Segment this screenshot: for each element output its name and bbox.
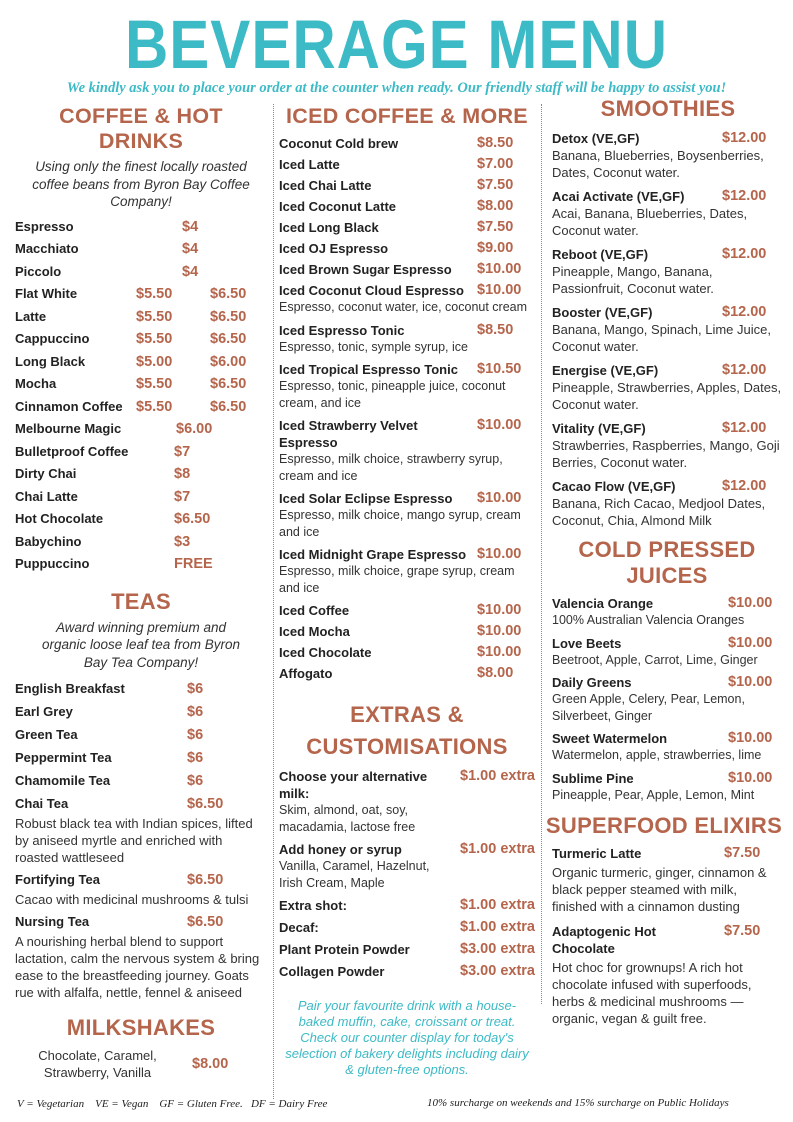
item-name: Earl Grey xyxy=(15,704,73,719)
item-price: $10.00 xyxy=(477,623,522,639)
menu-item xyxy=(279,282,535,316)
item-description: Acai, Banana, Blueberries, Dates, Coconut water. xyxy=(552,206,748,238)
item-row xyxy=(279,282,535,299)
teas-list xyxy=(15,681,267,1001)
item-row xyxy=(552,730,784,747)
item-row xyxy=(15,750,267,770)
item-row xyxy=(552,674,784,691)
item-name: Reboot (VE,GF) xyxy=(552,247,649,262)
item-name: Piccolo xyxy=(15,263,62,279)
item-row xyxy=(279,963,535,980)
item-name: Extra shot: xyxy=(279,898,347,913)
item-row xyxy=(279,665,535,682)
item-row xyxy=(279,198,535,215)
item-description: Pineapple, Pear, Apple, Lemon, Mint xyxy=(552,787,755,802)
item-name: Cinnamon Coffee xyxy=(15,398,123,414)
menu-item xyxy=(15,354,267,377)
item-name: Puppuccino xyxy=(15,556,90,571)
item-row xyxy=(279,177,535,194)
menu-item xyxy=(15,421,267,444)
milkshakes-row xyxy=(15,1047,267,1081)
item-name: Daily Greens xyxy=(552,675,632,690)
menu-item xyxy=(15,796,267,866)
item-price: $1.00 extra xyxy=(460,768,535,784)
item-row xyxy=(552,130,784,147)
menu-item xyxy=(279,644,535,661)
item-price: $10.50 xyxy=(477,361,522,377)
item-price: $10.00 xyxy=(728,730,773,746)
item-name: Iced Chai Latte xyxy=(279,178,372,193)
menu-item xyxy=(279,768,535,835)
menu-item xyxy=(279,322,535,356)
menu-item xyxy=(552,304,784,355)
item-row xyxy=(279,322,535,339)
item-row xyxy=(552,770,784,787)
item-name: Melbourne Magic xyxy=(15,421,122,436)
item-price: $1.00 extra xyxy=(460,841,535,857)
item-row xyxy=(15,773,267,793)
item-row xyxy=(279,240,535,257)
item-name: Iced Brown Sugar Espresso xyxy=(279,262,452,277)
item-row xyxy=(279,919,535,936)
item-name: Iced Coconut Cloud Espresso xyxy=(279,283,464,298)
elixirs-list xyxy=(552,845,784,1027)
menu-item xyxy=(15,444,267,467)
extras-heading-1: EXTRAS & xyxy=(350,702,464,727)
menu-item xyxy=(279,490,535,540)
item-price: $6.00 xyxy=(176,421,213,437)
menu-item xyxy=(15,219,267,242)
item-name: Iced Latte xyxy=(279,157,340,172)
item-name: Iced Espresso Tonic xyxy=(279,322,405,338)
menu-item xyxy=(279,261,535,278)
item-description: Espresso, milk choice, mango syrup, cream and ice xyxy=(279,508,521,539)
menu-item xyxy=(552,246,784,297)
item-name: Chamomile Tea xyxy=(15,773,111,788)
menu-item xyxy=(279,135,535,152)
item-price-large: $6.50 xyxy=(210,286,247,302)
item-price: $10.00 xyxy=(728,634,773,651)
item-price: $4 xyxy=(182,218,199,235)
coffee-list xyxy=(15,219,267,579)
item-row xyxy=(552,845,784,862)
smoothies-heading: SMOOTHIES xyxy=(600,96,736,121)
menu-item xyxy=(279,963,535,980)
menu-title: BEVERAGE MENU xyxy=(124,5,669,83)
item-price: $1.00 extra xyxy=(460,919,535,935)
item-name: Iced Coconut Latte xyxy=(279,199,397,214)
item-price: $10.00 xyxy=(477,490,522,506)
item-name: Babychino xyxy=(15,533,82,549)
menu-item xyxy=(552,478,784,529)
item-name: Green Tea xyxy=(15,727,78,742)
item-price: $3 xyxy=(174,533,191,550)
item-description: Espresso, tonic, pineapple juice, coconut cream, and ice xyxy=(279,379,506,410)
item-price-large: $6.50 xyxy=(210,376,247,392)
item-row xyxy=(279,546,535,563)
column-left xyxy=(15,104,267,1081)
item-row xyxy=(279,644,535,661)
item-name: Chai Tea xyxy=(15,796,69,811)
item-price: $1.00 extra xyxy=(460,897,535,913)
menu-item xyxy=(15,534,267,557)
item-description: Green Apple, Celery, Pear, Lemon, Silverbeet, Ginger xyxy=(552,692,745,723)
item-description: 100% Australian Valencia Oranges xyxy=(552,613,745,627)
item-name: Plant Protein Powder xyxy=(279,942,410,957)
menu-item xyxy=(279,546,535,596)
menu-item xyxy=(279,623,535,640)
menu-item xyxy=(552,923,784,1027)
item-row xyxy=(15,914,267,934)
menu-item xyxy=(552,845,784,915)
item-row xyxy=(279,897,535,914)
item-name: Sublime Pine xyxy=(552,770,634,786)
menu-item xyxy=(15,704,267,724)
menu-item xyxy=(15,286,267,309)
item-description: Strawberries, Raspberries, Mango, Goji Berries, Coconut water. xyxy=(552,438,780,470)
item-name: Bulletproof Coffee xyxy=(15,443,129,459)
menu-item xyxy=(15,556,267,579)
item-row xyxy=(279,941,535,958)
menu-item xyxy=(552,674,784,724)
item-description: Banana, Mango, Spinach, Lime Juice, Coconut water. xyxy=(552,322,771,354)
item-row xyxy=(552,923,784,957)
item-description: Espresso, tonic, symple syrup, ice xyxy=(279,339,468,354)
item-row xyxy=(279,261,535,278)
item-name: Iced Solar Eclipse Espresso xyxy=(279,491,453,506)
menu-item xyxy=(15,466,267,489)
extras-list xyxy=(279,768,535,980)
milkshakes-flavours: Chocolate, Caramel, Strawberry, Vanilla xyxy=(38,1048,157,1080)
item-price: $10.00 xyxy=(477,282,522,298)
item-name: Turmeric Latte xyxy=(552,846,642,861)
item-row xyxy=(15,872,267,892)
item-price: $5.50 xyxy=(136,331,173,347)
item-row xyxy=(552,304,784,321)
column-middle xyxy=(279,104,535,985)
menu-item xyxy=(552,420,784,471)
item-name: Iced OJ Espresso xyxy=(279,241,389,256)
item-name: Espresso xyxy=(15,218,74,234)
teas-heading: TEAS xyxy=(111,588,171,614)
item-name: Macchiato xyxy=(15,241,79,256)
item-description: Organic turmeric, ginger, cinnamon & black pepper steamed with milk, finished with a cinnamon dusting xyxy=(552,865,767,914)
milkshakes-price: $8.00 xyxy=(192,1056,229,1072)
item-name: Latte xyxy=(15,308,47,324)
item-price: $7.50 xyxy=(477,219,514,235)
item-row xyxy=(279,417,535,451)
item-name: English Breakfast xyxy=(15,681,125,696)
item-description: Espresso, milk choice, strawberry syrup, cream and ice xyxy=(279,452,503,483)
item-price: $4 xyxy=(182,263,199,280)
item-price: $5.50 xyxy=(136,398,173,415)
item-price: $10.00 xyxy=(477,602,522,618)
item-description: Banana, Blueberries, Boysenberries, Dates, Coconut water. xyxy=(552,148,764,180)
menu-item xyxy=(15,773,267,793)
menu-item xyxy=(15,399,267,422)
item-price: $6 xyxy=(187,681,204,697)
item-row xyxy=(279,490,535,507)
item-name: Iced Strawberry Velvet Espresso xyxy=(279,418,418,450)
item-description: A nourishing herbal blend to support lactation, calm the nervous system & bring ease to the breastfeeding journey. Goats rue with alfalfa, nettle, fennel & aniseed xyxy=(15,934,260,1000)
column-right xyxy=(545,96,784,1035)
menu-item xyxy=(279,198,535,215)
item-description: Hot choc for grownups! A rich hot chocolate infused with superfoods, herbs & medicinal mushrooms — organic, vegan & guilt free. xyxy=(552,960,752,1026)
item-price: $12.00 xyxy=(722,420,767,436)
item-description: Cacao with medicinal mushrooms & tulsi xyxy=(15,892,249,907)
menu-item xyxy=(15,727,267,747)
item-price: $10.00 xyxy=(477,546,522,562)
item-row xyxy=(552,246,784,263)
item-row xyxy=(15,681,267,701)
item-name: Adaptogenic Hot Chocolate xyxy=(552,924,656,956)
item-price: $9.00 xyxy=(477,240,514,256)
item-name: Collagen Powder xyxy=(279,964,385,979)
item-name: Iced Tropical Espresso Tonic xyxy=(279,362,458,377)
item-name: Flat White xyxy=(15,286,78,301)
surcharge-note: 10% surcharge on weekends and 15% surcharge on Public Holidays xyxy=(427,1097,729,1109)
item-price: $7.00 xyxy=(477,156,514,172)
item-price: $8.00 xyxy=(477,665,514,681)
menu-item xyxy=(15,241,267,264)
item-name: Coconut Cold brew xyxy=(279,136,399,151)
item-name: Peppermint Tea xyxy=(15,750,112,765)
menu-item xyxy=(15,376,267,399)
menu-item xyxy=(279,919,535,936)
item-name: Mocha xyxy=(15,376,57,391)
item-row xyxy=(552,420,784,437)
item-row xyxy=(279,623,535,640)
item-name: Booster (VE,GF) xyxy=(552,305,653,320)
menu-item xyxy=(552,635,784,669)
menu-item xyxy=(279,602,535,619)
elixirs-heading: SUPERFOOD ELIXIRS xyxy=(545,813,783,838)
item-price: $6.50 xyxy=(174,511,211,527)
item-name: Choose your alternative milk: xyxy=(279,769,428,801)
item-price: $5.00 xyxy=(136,353,173,370)
item-name: Long Black xyxy=(15,353,86,369)
item-name: Chai Latte xyxy=(15,488,78,504)
smoothies-list xyxy=(552,130,784,529)
item-name: Iced Chocolate xyxy=(279,645,372,660)
diet-legend: V = Vegetarian VE = Vegan GF = Gluten Free. DF = Dairy Free xyxy=(17,1098,328,1110)
menu-item xyxy=(15,489,267,512)
item-price: $10.00 xyxy=(477,417,522,433)
item-name: Dirty Chai xyxy=(15,466,77,481)
item-price: $7.50 xyxy=(724,845,761,861)
menu-item xyxy=(15,872,267,908)
item-price: $7 xyxy=(174,443,191,460)
item-name: Acai Activate (VE,GF) xyxy=(552,189,685,204)
tagline: We kindly ask you to place your order at the counter when ready. Our friendly staff will be happy to assist you! xyxy=(66,80,727,96)
item-price: $10.00 xyxy=(728,595,773,611)
pairing-note: Pair your favourite drink with a house-baked muffin, cake, croissant or treat. Check our counter display for today's selection of bakery delights including dairy & gluten-free options. xyxy=(285,998,529,1077)
menu-item xyxy=(279,361,535,411)
item-price: $8.50 xyxy=(477,135,514,151)
milkshakes-heading: MILKSHAKES xyxy=(66,1015,216,1040)
item-row xyxy=(279,768,535,802)
item-name: Iced Midnight Grape Espresso xyxy=(279,547,467,562)
item-price: $6 xyxy=(187,750,204,766)
item-price: $6 xyxy=(187,773,204,789)
item-name: Add honey or syrup xyxy=(279,842,402,857)
item-price: $12.00 xyxy=(722,304,767,320)
menu-item xyxy=(15,309,267,332)
item-row xyxy=(279,602,535,619)
item-row xyxy=(15,796,267,816)
item-row xyxy=(552,478,784,495)
extras-heading-2: CUSTOMISATIONS xyxy=(306,734,508,759)
item-name: Iced Mocha xyxy=(279,624,350,639)
menu-item xyxy=(279,219,535,236)
item-price-large: $6.50 xyxy=(210,398,247,415)
item-name: Valencia Orange xyxy=(552,596,654,611)
item-description: Beetroot, Apple, Carrot, Lime, Ginger xyxy=(552,652,758,667)
menu-item xyxy=(552,188,784,239)
juices-heading: COLD PRESSED JUICES xyxy=(578,537,756,588)
item-row xyxy=(552,595,784,612)
menu-item xyxy=(15,264,267,287)
item-price: $10.00 xyxy=(728,674,773,690)
item-row xyxy=(15,704,267,724)
item-price: $6.50 xyxy=(187,914,224,930)
item-name: Cacao Flow (VE,GF) xyxy=(552,479,676,494)
item-price: $10.00 xyxy=(477,644,522,660)
item-name: Fortifying Tea xyxy=(15,872,100,887)
item-description: Espresso, milk choice, grape syrup, cream and ice xyxy=(279,564,515,595)
teas-intro: Award winning premium and organic loose leaf tea from Byron Bay Tea Company! xyxy=(41,619,241,670)
menu-item xyxy=(552,362,784,413)
coffee-intro: Using only the finest locally roasted coffee beans from Byron Bay Coffee Company! xyxy=(32,159,250,209)
menu-item xyxy=(15,331,267,354)
item-name: Iced Long Black xyxy=(279,220,379,235)
item-price: $6 xyxy=(187,727,204,743)
item-price: $7.50 xyxy=(477,177,514,193)
menu-item xyxy=(279,897,535,914)
item-description: Watermelon, apple, strawberries, lime xyxy=(552,748,762,762)
item-price: $10.00 xyxy=(477,261,522,277)
item-price: $6.50 xyxy=(187,796,224,812)
menu-item xyxy=(279,665,535,682)
item-row xyxy=(279,219,535,236)
item-price-large: $6.00 xyxy=(210,353,247,370)
item-name: Detox (VE,GF) xyxy=(552,131,640,146)
item-price: $7.50 xyxy=(724,923,761,939)
item-row xyxy=(279,135,535,152)
menu-item xyxy=(279,156,535,173)
item-name: Cappuccino xyxy=(15,331,90,346)
item-price: $5.50 xyxy=(136,376,173,392)
item-price: $12.00 xyxy=(722,188,767,204)
item-row xyxy=(552,188,784,205)
item-price-large: $6.50 xyxy=(210,308,247,325)
menu-item xyxy=(552,730,784,764)
menu-item xyxy=(279,177,535,194)
iced-list xyxy=(279,135,535,682)
menu-item xyxy=(279,841,535,891)
item-name: Hot Chocolate xyxy=(15,511,104,526)
item-price: $12.00 xyxy=(722,246,767,262)
menu-item xyxy=(279,417,535,484)
item-price: $6 xyxy=(187,704,204,720)
item-description: Pineapple, Strawberries, Apples, Dates, Coconut water. xyxy=(552,380,782,412)
item-price: $5.50 xyxy=(136,286,173,302)
item-row xyxy=(279,361,535,378)
item-price: $3.00 extra xyxy=(460,941,535,957)
item-name: Vitality (VE,GF) xyxy=(552,421,646,436)
item-price: $10.00 xyxy=(728,769,773,786)
item-price: $12.00 xyxy=(722,362,767,378)
divider-left xyxy=(273,104,274,1099)
menu-item xyxy=(15,681,267,701)
item-price-large: $6.50 xyxy=(210,331,247,347)
juices-list xyxy=(552,595,784,803)
item-name: Love Beets xyxy=(552,635,622,651)
item-price: $4 xyxy=(182,241,199,257)
item-price: $5.50 xyxy=(136,308,173,325)
item-row xyxy=(15,727,267,747)
item-row xyxy=(279,156,535,173)
menu-item xyxy=(552,595,784,629)
item-description: Vanilla, Caramel, Hazelnut, Irish Cream, Maple xyxy=(279,859,430,890)
menu-item xyxy=(15,750,267,770)
item-price: $6.50 xyxy=(187,872,224,888)
item-name: Sweet Watermelon xyxy=(552,731,668,746)
item-price: $8.00 xyxy=(477,198,514,214)
menu-item xyxy=(552,130,784,181)
item-price: $7 xyxy=(174,488,191,505)
item-description: Pineapple, Mango, Banana, Passionfruit, Coconut water. xyxy=(552,264,714,296)
iced-heading: ICED COFFEE & MORE xyxy=(286,104,528,128)
item-price: $8 xyxy=(174,466,191,482)
menu-item xyxy=(15,914,267,1001)
item-price: $12.00 xyxy=(722,130,767,146)
item-row xyxy=(552,635,784,652)
item-name: Iced Coffee xyxy=(279,603,350,618)
item-row xyxy=(279,841,535,858)
item-name: Nursing Tea xyxy=(15,914,90,929)
item-description: Skim, almond, oat, soy, macadamia, lactose free xyxy=(279,803,416,834)
item-name: Energise (VE,GF) xyxy=(552,363,659,378)
item-description: Espresso, coconut water, ice, coconut cream xyxy=(279,300,528,314)
item-price: FREE xyxy=(174,556,213,572)
item-name: Decaf: xyxy=(279,920,319,935)
item-price: $8.50 xyxy=(477,321,514,338)
item-description: Banana, Rich Cacao, Medjool Dates, Coconut, Chia, Almond Milk xyxy=(552,496,766,528)
item-row xyxy=(552,362,784,379)
menu-item xyxy=(279,240,535,257)
item-price: $12.00 xyxy=(722,478,767,494)
coffee-heading: COFFEE & HOT DRINKS xyxy=(59,104,223,153)
item-description: Robust black tea with Indian spices, lifted by aniseed myrtle and enriched with roasted wattleseed xyxy=(15,816,253,865)
menu-item xyxy=(552,770,784,804)
menu-item xyxy=(15,511,267,534)
item-price: $3.00 extra xyxy=(460,963,535,979)
menu-item xyxy=(279,941,535,958)
item-name: Affogato xyxy=(279,666,333,681)
